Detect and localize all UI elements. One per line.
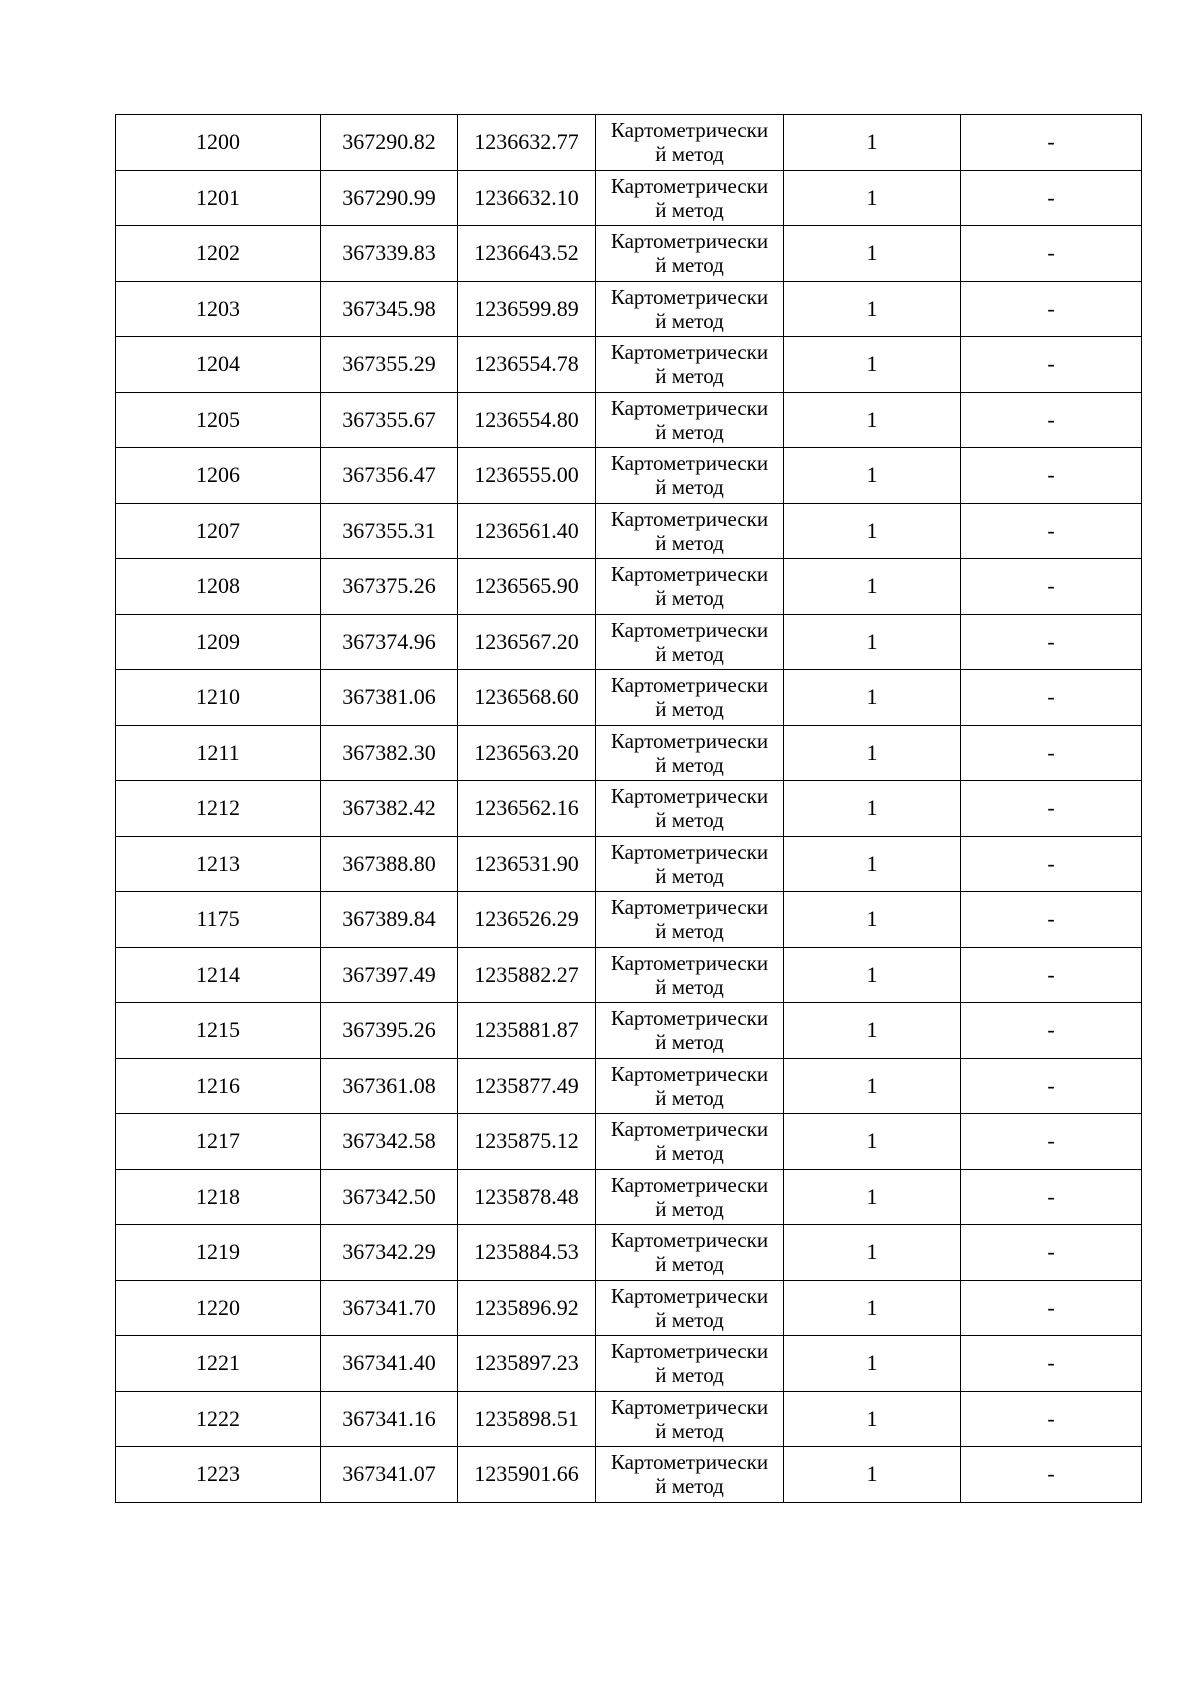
- note-cell: -: [961, 1280, 1142, 1336]
- table-row: [116, 1447, 1142, 1503]
- method-line-2: й метод: [655, 419, 724, 444]
- note-cell: -: [961, 281, 1142, 337]
- point-number-cell: 1204: [116, 337, 321, 393]
- note-cell: -: [961, 1447, 1142, 1503]
- accuracy-cell: 1: [784, 1003, 961, 1059]
- coordinate-x-cell: 367342.50: [321, 1169, 458, 1225]
- method-line-1: Картометрически: [610, 728, 769, 753]
- coordinate-y-cell: 1235881.87: [458, 1003, 596, 1059]
- accuracy-cell: 1: [784, 226, 961, 282]
- coordinate-y-cell: 1235877.49: [458, 1058, 596, 1114]
- accuracy-cell: 1: [784, 170, 961, 226]
- method-line-2: й метод: [655, 697, 724, 722]
- point-number-cell: 1201: [116, 170, 321, 226]
- method-cell: [596, 1280, 784, 1336]
- note-cell: -: [961, 1225, 1142, 1281]
- method-line-1: Картометрически: [610, 1228, 769, 1253]
- method-line-2: й метод: [655, 919, 724, 944]
- point-number-cell: 1202: [116, 226, 321, 282]
- accuracy-cell: 1: [784, 836, 961, 892]
- method-cell: [596, 1336, 784, 1392]
- coordinate-y-cell: 1235882.27: [458, 947, 596, 1003]
- table-row: [116, 1114, 1142, 1170]
- coordinate-y-cell: 1236554.80: [458, 392, 596, 448]
- coordinate-x-cell: 367389.84: [321, 892, 458, 948]
- coordinate-x-cell: 367341.07: [321, 1447, 458, 1503]
- table-row: [116, 559, 1142, 615]
- note-cell: -: [961, 1114, 1142, 1170]
- method-cell: [596, 448, 784, 504]
- table-row: [116, 725, 1142, 781]
- method-line-1: Картометрически: [610, 950, 769, 975]
- coordinate-y-cell: 1236561.40: [458, 503, 596, 559]
- method-cell: [596, 670, 784, 726]
- accuracy-cell: 1: [784, 503, 961, 559]
- note-cell: -: [961, 392, 1142, 448]
- point-number-cell: 1205: [116, 392, 321, 448]
- table-row: [116, 1336, 1142, 1392]
- coordinate-y-cell: 1235901.66: [458, 1447, 596, 1503]
- method-line-2: й метод: [655, 974, 724, 999]
- coordinate-x-cell: 367339.83: [321, 226, 458, 282]
- accuracy-cell: 1: [784, 614, 961, 670]
- coordinate-y-cell: 1236568.60: [458, 670, 596, 726]
- method-line-2: й метод: [655, 1363, 724, 1388]
- method-line-2: й метод: [655, 1141, 724, 1166]
- note-cell: -: [961, 115, 1142, 171]
- point-number-cell: 1217: [116, 1114, 321, 1170]
- point-number-cell: 1222: [116, 1391, 321, 1447]
- table-row: [116, 115, 1142, 171]
- method-cell: [596, 725, 784, 781]
- coordinate-y-cell: 1236531.90: [458, 836, 596, 892]
- method-line-2: й метод: [655, 752, 724, 777]
- coordinate-x-cell: 367361.08: [321, 1058, 458, 1114]
- coordinate-x-cell: 367345.98: [321, 281, 458, 337]
- accuracy-cell: 1: [784, 1447, 961, 1503]
- method-cell: [596, 115, 784, 171]
- note-cell: -: [961, 1003, 1142, 1059]
- point-number-cell: 1221: [116, 1336, 321, 1392]
- coordinate-x-cell: 367341.70: [321, 1280, 458, 1336]
- coordinate-y-cell: 1236554.78: [458, 337, 596, 393]
- method-line-1: Картометрически: [610, 1394, 769, 1419]
- table-row: [116, 670, 1142, 726]
- coordinate-x-cell: 367355.29: [321, 337, 458, 393]
- table-row: [116, 170, 1142, 226]
- coordinate-x-cell: 367355.31: [321, 503, 458, 559]
- coordinate-x-cell: 367375.26: [321, 559, 458, 615]
- method-cell: [596, 392, 784, 448]
- accuracy-cell: 1: [784, 1058, 961, 1114]
- point-number-cell: 1220: [116, 1280, 321, 1336]
- point-number-cell: 1212: [116, 781, 321, 837]
- accuracy-cell: 1: [784, 1169, 961, 1225]
- method-line-2: й метод: [655, 1030, 724, 1055]
- method-line-2: й метод: [655, 1252, 724, 1277]
- point-number-cell: 1209: [116, 614, 321, 670]
- method-cell: [596, 1391, 784, 1447]
- accuracy-cell: 1: [784, 559, 961, 615]
- method-cell: [596, 226, 784, 282]
- note-cell: -: [961, 836, 1142, 892]
- method-line-2: й метод: [655, 586, 724, 611]
- method-line-1: Картометрически: [610, 895, 769, 920]
- method-line-2: й метод: [655, 1474, 724, 1499]
- method-cell: [596, 503, 784, 559]
- table-row: [116, 1169, 1142, 1225]
- note-cell: -: [961, 947, 1142, 1003]
- method-line-2: й метод: [655, 641, 724, 666]
- method-line-2: й метод: [655, 1307, 724, 1332]
- coordinate-x-cell: 367374.96: [321, 614, 458, 670]
- coordinate-x-cell: 367355.67: [321, 392, 458, 448]
- coordinate-y-cell: 1236643.52: [458, 226, 596, 282]
- method-cell: [596, 1058, 784, 1114]
- table-row: [116, 503, 1142, 559]
- method-cell: [596, 337, 784, 393]
- table-row: [116, 448, 1142, 504]
- coordinate-y-cell: 1236632.10: [458, 170, 596, 226]
- coordinate-y-cell: 1236562.16: [458, 781, 596, 837]
- accuracy-cell: 1: [784, 1280, 961, 1336]
- method-cell: [596, 614, 784, 670]
- point-number-cell: 1207: [116, 503, 321, 559]
- accuracy-cell: 1: [784, 670, 961, 726]
- table-body: [116, 115, 1142, 1503]
- method-cell: [596, 892, 784, 948]
- accuracy-cell: 1: [784, 781, 961, 837]
- coordinate-y-cell: 1236632.77: [458, 115, 596, 171]
- table-row: [116, 1391, 1142, 1447]
- coordinate-x-cell: 367341.40: [321, 1336, 458, 1392]
- accuracy-cell: 1: [784, 947, 961, 1003]
- table-row: [116, 337, 1142, 393]
- method-line-1: Картометрически: [610, 839, 769, 864]
- table-row: [116, 281, 1142, 337]
- method-line-2: й метод: [655, 1418, 724, 1443]
- method-cell: [596, 1003, 784, 1059]
- method-cell: [596, 1114, 784, 1170]
- accuracy-cell: 1: [784, 337, 961, 393]
- note-cell: -: [961, 614, 1142, 670]
- method-line-1: Картометрически: [610, 284, 769, 309]
- method-line-2: й метод: [655, 1085, 724, 1110]
- note-cell: -: [961, 1336, 1142, 1392]
- note-cell: -: [961, 892, 1142, 948]
- coordinate-x-cell: 367382.30: [321, 725, 458, 781]
- method-cell: [596, 559, 784, 615]
- method-cell: [596, 170, 784, 226]
- coordinate-x-cell: 367342.58: [321, 1114, 458, 1170]
- point-number-cell: 1223: [116, 1447, 321, 1503]
- accuracy-cell: 1: [784, 1336, 961, 1392]
- accuracy-cell: 1: [784, 1225, 961, 1281]
- method-line-1: Картометрически: [610, 506, 769, 531]
- method-cell: [596, 1225, 784, 1281]
- point-number-cell: 1216: [116, 1058, 321, 1114]
- accuracy-cell: 1: [784, 448, 961, 504]
- method-line-1: Картометрически: [610, 1061, 769, 1086]
- point-number-cell: 1214: [116, 947, 321, 1003]
- method-line-2: й метод: [655, 253, 724, 278]
- note-cell: -: [961, 559, 1142, 615]
- coordinate-y-cell: 1236599.89: [458, 281, 596, 337]
- method-line-1: Картометрически: [610, 1117, 769, 1142]
- table-row: [116, 614, 1142, 670]
- method-line-2: й метод: [655, 1196, 724, 1221]
- coordinate-x-cell: 367356.47: [321, 448, 458, 504]
- method-line-1: Картометрически: [610, 1450, 769, 1475]
- method-line-1: Картометрически: [610, 1283, 769, 1308]
- method-cell: [596, 781, 784, 837]
- coordinate-y-cell: 1236567.20: [458, 614, 596, 670]
- note-cell: -: [961, 670, 1142, 726]
- point-number-cell: 1210: [116, 670, 321, 726]
- coordinate-x-cell: 367290.82: [321, 115, 458, 171]
- method-line-2: й метод: [655, 530, 724, 555]
- method-line-2: й метод: [655, 863, 724, 888]
- method-cell: [596, 1447, 784, 1503]
- coordinate-x-cell: 367341.16: [321, 1391, 458, 1447]
- method-cell: [596, 947, 784, 1003]
- method-line-2: й метод: [655, 308, 724, 333]
- note-cell: -: [961, 1391, 1142, 1447]
- table-row: [116, 781, 1142, 837]
- table-row: [116, 892, 1142, 948]
- coordinate-x-cell: 367388.80: [321, 836, 458, 892]
- note-cell: -: [961, 337, 1142, 393]
- coordinate-y-cell: 1236555.00: [458, 448, 596, 504]
- note-cell: -: [961, 170, 1142, 226]
- coordinate-y-cell: 1235897.23: [458, 1336, 596, 1392]
- table-row: [116, 226, 1142, 282]
- method-cell: [596, 1169, 784, 1225]
- method-line-1: Картометрически: [610, 229, 769, 254]
- accuracy-cell: 1: [784, 115, 961, 171]
- coordinate-y-cell: 1236565.90: [458, 559, 596, 615]
- accuracy-cell: 1: [784, 725, 961, 781]
- method-line-1: Картометрически: [610, 395, 769, 420]
- method-line-1: Картометрически: [610, 118, 769, 143]
- note-cell: -: [961, 725, 1142, 781]
- point-number-cell: 1218: [116, 1169, 321, 1225]
- note-cell: -: [961, 226, 1142, 282]
- method-line-2: й метод: [655, 364, 724, 389]
- point-number-cell: 1200: [116, 115, 321, 171]
- point-number-cell: 1203: [116, 281, 321, 337]
- coordinate-y-cell: 1235878.48: [458, 1169, 596, 1225]
- method-line-2: й метод: [655, 197, 724, 222]
- table-row: [116, 1058, 1142, 1114]
- coordinates-table: [115, 114, 1142, 1503]
- accuracy-cell: 1: [784, 392, 961, 448]
- note-cell: -: [961, 448, 1142, 504]
- note-cell: -: [961, 503, 1142, 559]
- accuracy-cell: 1: [784, 281, 961, 337]
- method-line-1: Картометрически: [610, 451, 769, 476]
- point-number-cell: 1219: [116, 1225, 321, 1281]
- method-line-2: й метод: [655, 475, 724, 500]
- table-row: [116, 836, 1142, 892]
- method-cell: [596, 281, 784, 337]
- coordinate-x-cell: 367397.49: [321, 947, 458, 1003]
- method-line-1: Картометрически: [610, 1339, 769, 1364]
- point-number-cell: 1206: [116, 448, 321, 504]
- coordinate-x-cell: 367395.26: [321, 1003, 458, 1059]
- table-row: [116, 947, 1142, 1003]
- method-line-1: Картометрически: [610, 340, 769, 365]
- method-line-1: Картометрически: [610, 1172, 769, 1197]
- method-line-1: Картометрически: [610, 562, 769, 587]
- method-line-1: Картометрически: [610, 617, 769, 642]
- method-line-2: й метод: [655, 808, 724, 833]
- point-number-cell: 1175: [116, 892, 321, 948]
- coordinate-y-cell: 1235898.51: [458, 1391, 596, 1447]
- coordinate-y-cell: 1235896.92: [458, 1280, 596, 1336]
- coordinate-x-cell: 367382.42: [321, 781, 458, 837]
- table-row: [116, 1003, 1142, 1059]
- coordinate-x-cell: 367381.06: [321, 670, 458, 726]
- coordinate-y-cell: 1236526.29: [458, 892, 596, 948]
- coordinate-y-cell: 1236563.20: [458, 725, 596, 781]
- coordinate-x-cell: 367342.29: [321, 1225, 458, 1281]
- accuracy-cell: 1: [784, 1391, 961, 1447]
- coordinate-x-cell: 367290.99: [321, 170, 458, 226]
- accuracy-cell: 1: [784, 1114, 961, 1170]
- method-line-1: Картометрически: [610, 784, 769, 809]
- point-number-cell: 1211: [116, 725, 321, 781]
- coordinate-y-cell: 1235875.12: [458, 1114, 596, 1170]
- method-line-2: й метод: [655, 142, 724, 167]
- point-number-cell: 1213: [116, 836, 321, 892]
- table-row: [116, 1225, 1142, 1281]
- accuracy-cell: 1: [784, 892, 961, 948]
- note-cell: -: [961, 1169, 1142, 1225]
- method-line-1: Картометрически: [610, 1006, 769, 1031]
- point-number-cell: 1215: [116, 1003, 321, 1059]
- method-cell: [596, 836, 784, 892]
- note-cell: -: [961, 781, 1142, 837]
- method-line-1: Картометрически: [610, 673, 769, 698]
- method-line-1: Картометрически: [610, 173, 769, 198]
- table-row: [116, 1280, 1142, 1336]
- note-cell: -: [961, 1058, 1142, 1114]
- coordinate-y-cell: 1235884.53: [458, 1225, 596, 1281]
- point-number-cell: 1208: [116, 559, 321, 615]
- table-row: [116, 392, 1142, 448]
